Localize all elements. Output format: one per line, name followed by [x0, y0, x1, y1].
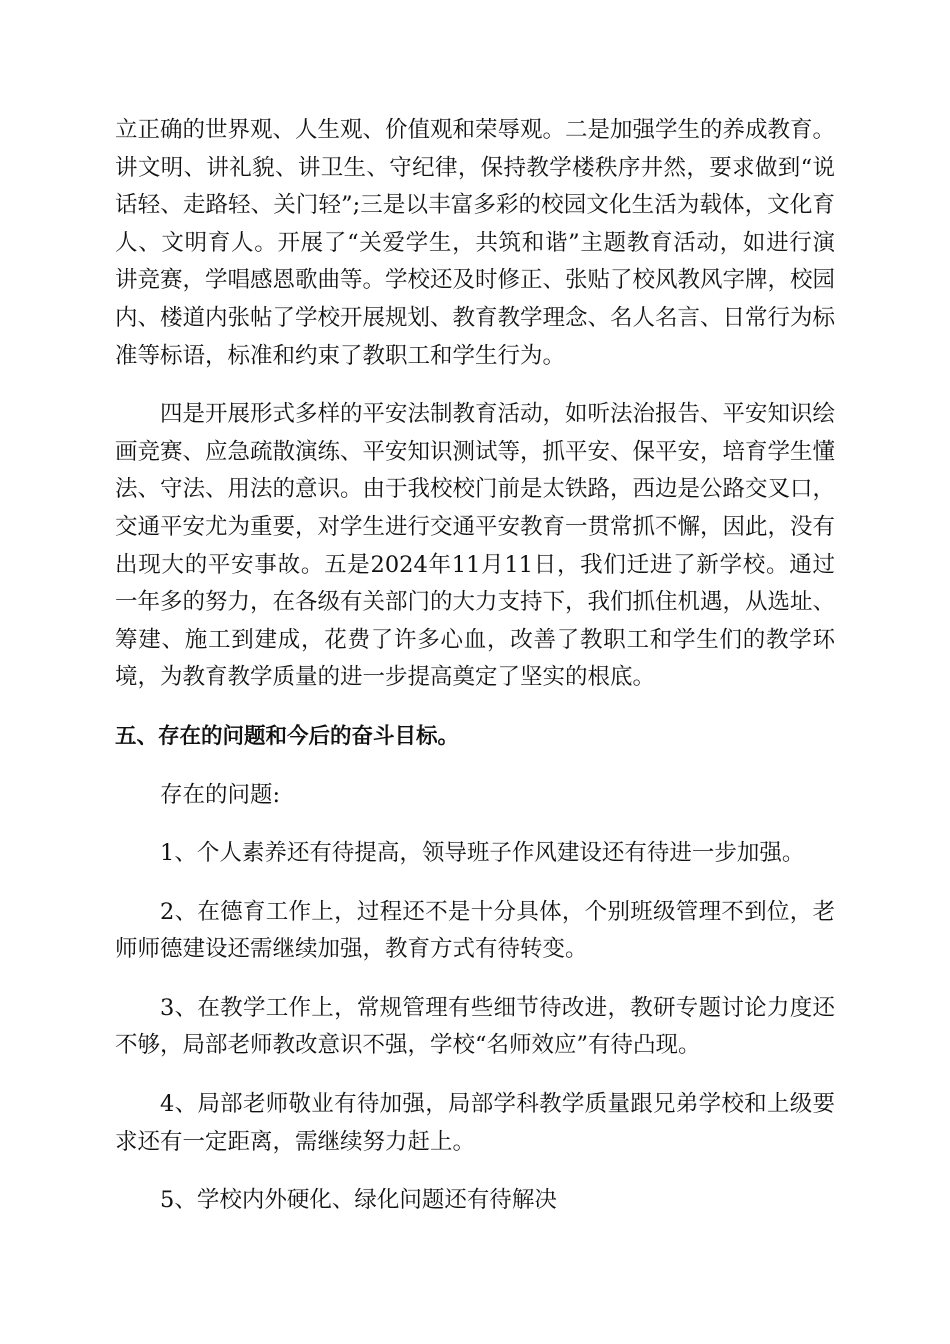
problem-item: 4、局部老师敬业有待加强，局部学科教学质量跟兄弟学校和上级要求还有一定距离，需继续努力赶上。 — [115, 1091, 835, 1155]
problem-item: 3、在教学工作上，常规管理有些细节待改进，教研专题讨论力度还不够，局部老师教改意识不强，学校“名师效应”有待凸现。 — [115, 994, 835, 1059]
body-paragraph: 四是开展形式多样的平安法制教育活动，如听法治报告、平安知识绘画竞赛、应急疏散演练、平安知识测试等，抓平安、保平安，培育学生懂法、守法、用法的意识。由于我校校门前是太铁路，西边是公路交叉口，交通平安尤为重要，对学生进行交通平安教育一贯常抓不懈，因此，没有出现大的平安事故。五是2024年11月11日，我们迁进了新学校。通过一年多的努力，在各级有关部门的大力支持下，我们抓住机遇，从选址、筹建、施工到建成，花费了许多心血，改善了教职工和学生们的教学环境，为教育教学质量的进一步提高奠定了坚实的根底。 — [115, 401, 836, 691]
body-paragraph: 立正确的世界观、人生观、价值观和荣辱观。二是加强学生的养成教育。讲文明、讲礼貌、讲卫生、守纪律，保持教学楼秩序井然，要求做到“说话轻、走路轻、关门轻”;三是以丰富多彩的校园文化生活为载体，文化育人、文明育人。开展了“关爱学生，共筑和谐”主题教育活动，如进行演讲竞赛，学唱感恩歌曲等。学校还及时修正、张贴了校风教风字牌，校园内、楼道内张帖了学校开展规划、教育教学理念、名人名言、日常行为标准等标语，标准和约束了教职工和学生行为。 — [115, 117, 836, 369]
problem-item: 2、在德育工作上，过程还不是十分具体，个别班级管理不到位，老师师德建设还需继续加强，教育方式有待转变。 — [115, 898, 835, 963]
subheading: 存在的问题: — [160, 781, 281, 808]
problem-item: 1、个人素养还有待提高，领导班子作风建设还有待进一步加强。 — [160, 840, 805, 867]
problem-item: 5、学校内外硬化、绿化问题还有待解决 — [160, 1187, 557, 1214]
document-page — [115, 112, 835, 1220]
section-heading: 五、存在的问题和今后的奋斗目标。 — [115, 723, 460, 749]
